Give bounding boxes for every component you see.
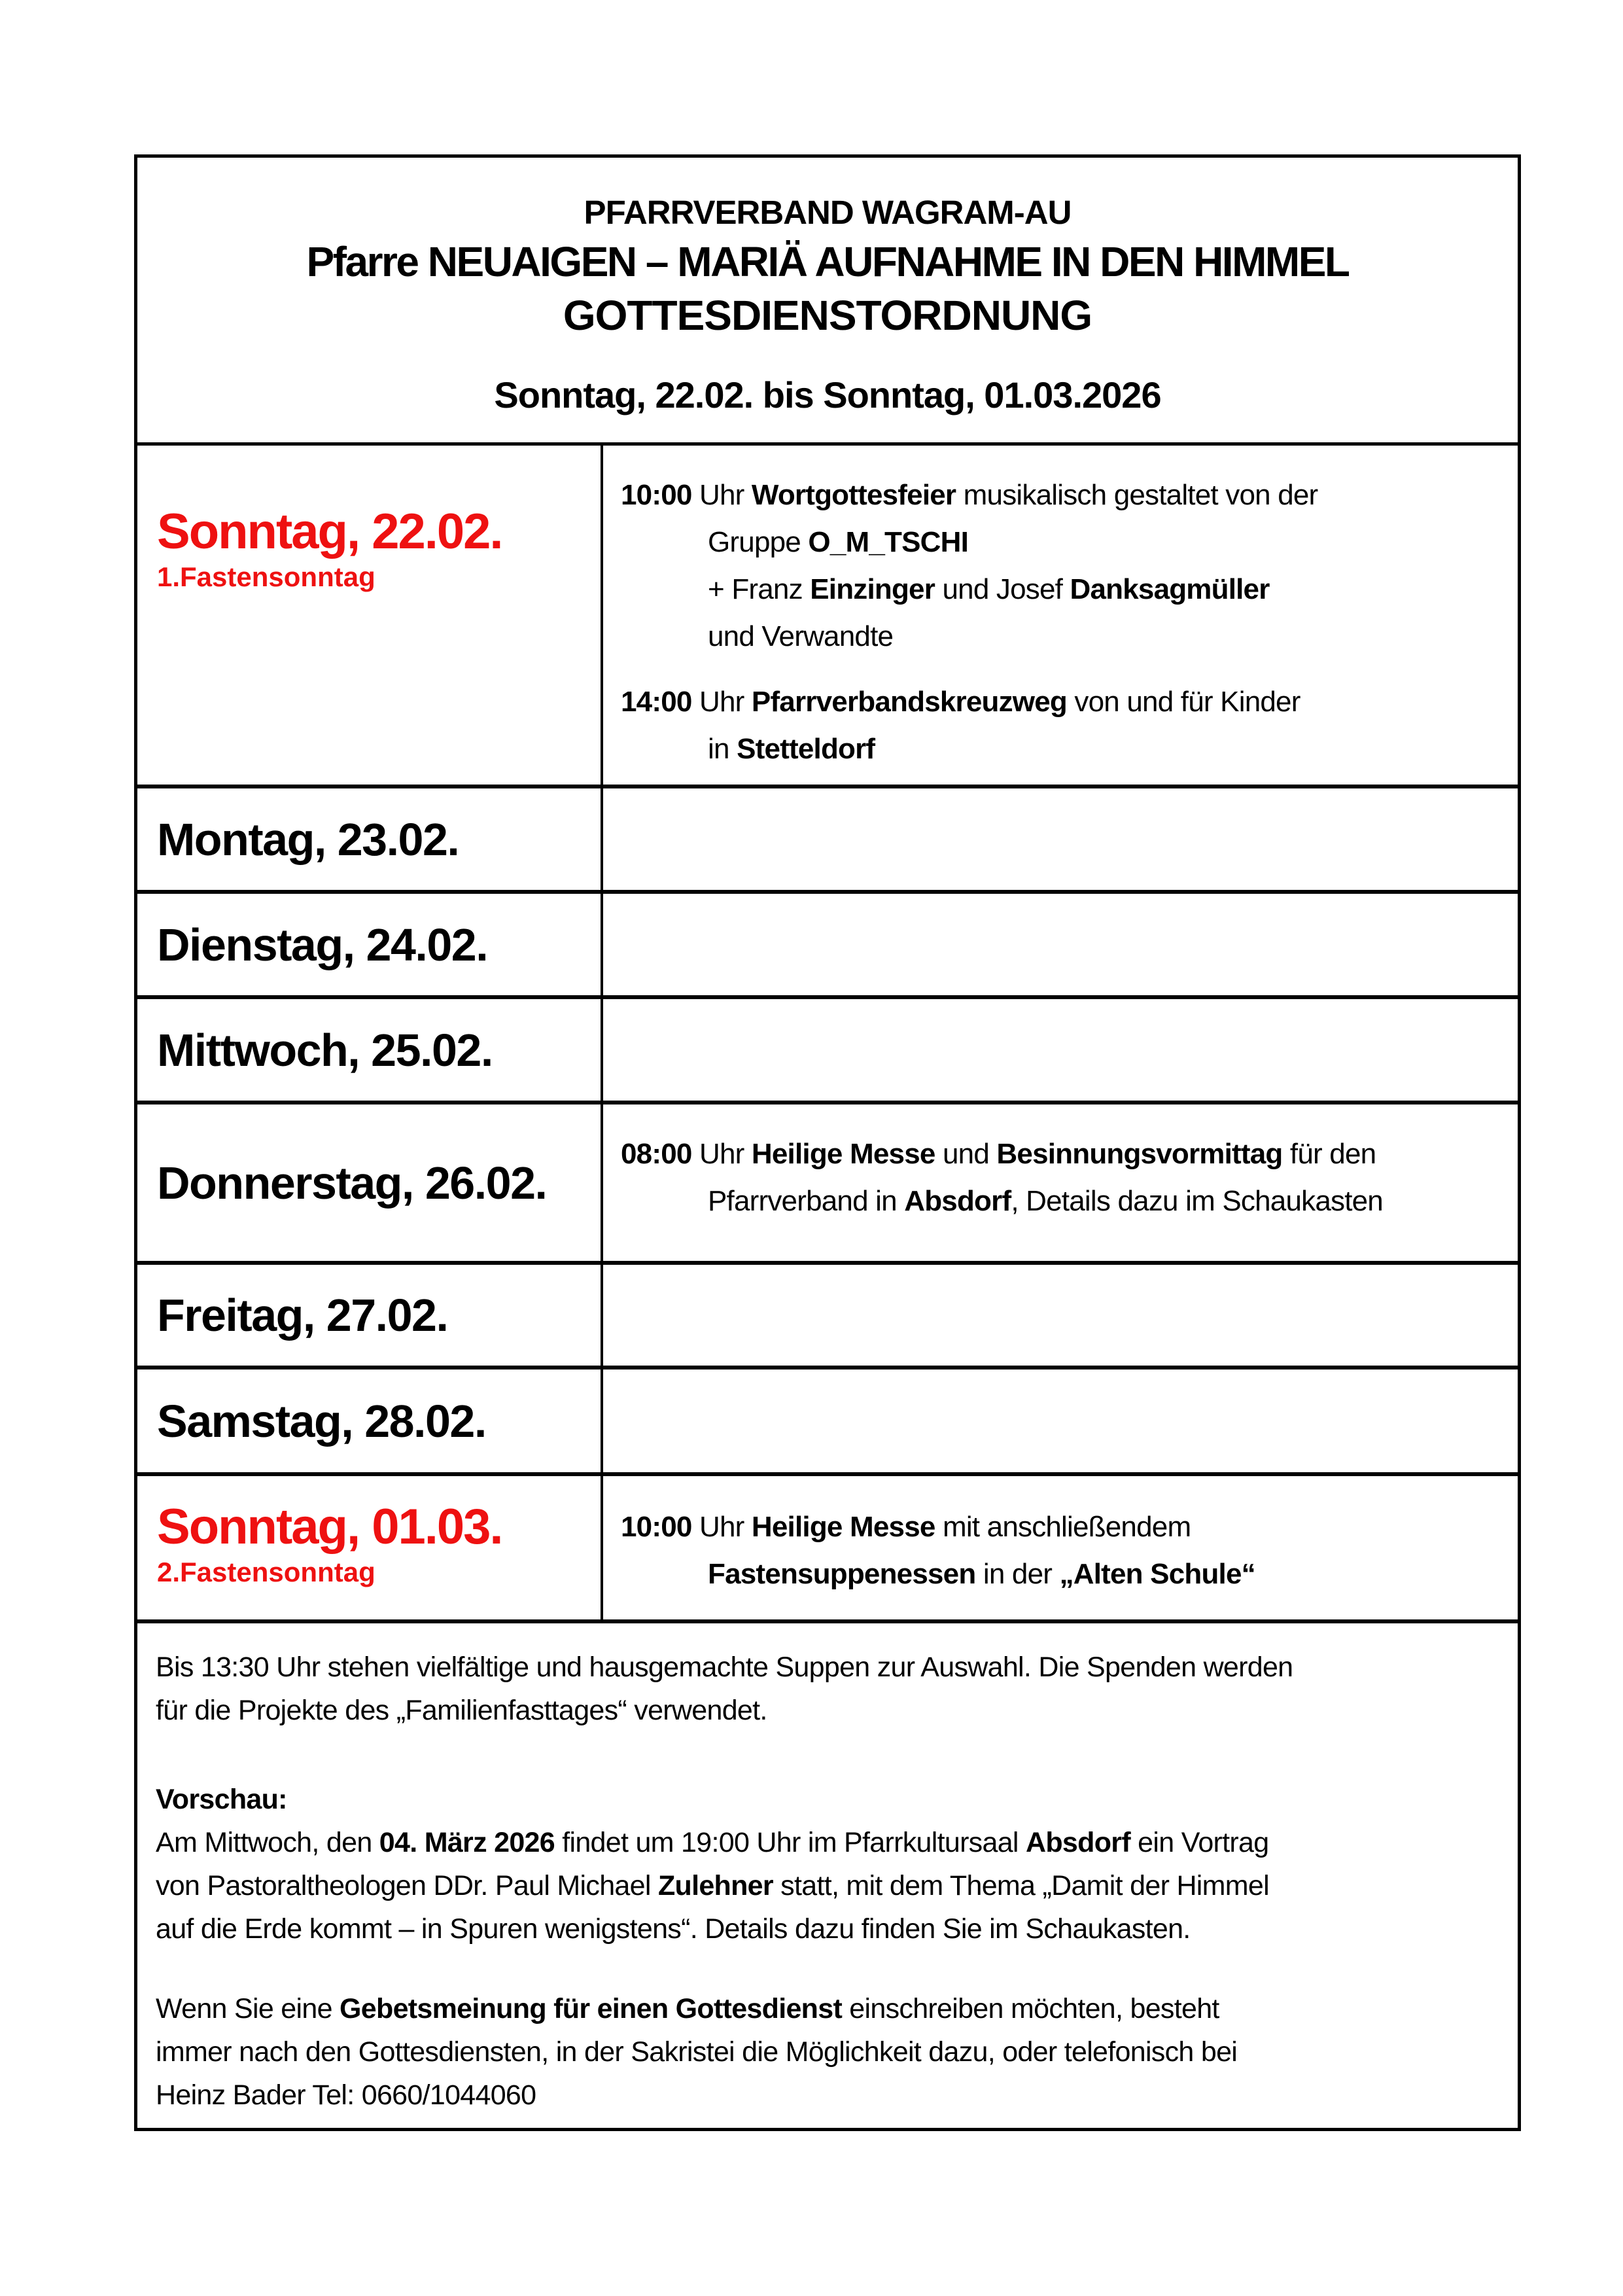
day-cell: [137, 1369, 601, 1472]
detail-cell-empty: [601, 788, 1518, 890]
detail-cell: [601, 446, 1518, 785]
day-cell: [137, 894, 601, 995]
day-label: Montag, 23.02.: [157, 813, 459, 865]
document-border-box: [134, 154, 1521, 2131]
day-label: Dienstag, 24.02.: [157, 919, 488, 970]
document-header: [137, 158, 1518, 446]
day-label: Sonntag, 01.03.: [157, 1499, 502, 1555]
event-line: Gruppe O_M_TSCHI: [708, 526, 969, 558]
event-line: + Franz Einzinger und Josef Danksagmüller: [708, 573, 1270, 605]
vorschau-paragraph: [156, 1778, 1499, 1951]
vorschau-heading: Vorschau:: [156, 1784, 287, 1815]
schedule-row-sonntag-0103: [137, 1476, 1518, 1623]
day-label: Sonntag, 22.02.: [157, 504, 502, 559]
detail-cell: [601, 1104, 1518, 1261]
text-line: Heinz Bader Tel: 0660/1044060: [156, 2079, 536, 2111]
text-line: Bis 13:30 Uhr stehen vielfältige und hausgemachte Suppen zur Auswahl. Die Spenden werden: [156, 1651, 1293, 1683]
day-label: Mittwoch, 25.02.: [157, 1024, 493, 1076]
detail-cell: [601, 1476, 1518, 1619]
detail-cell-empty: [601, 894, 1518, 995]
text-line: für die Projekte des „Familienfasttages“ verwendet.: [156, 1695, 767, 1726]
day-cell: [137, 999, 601, 1101]
notes-section: [137, 1623, 1518, 2128]
day-sublabel: 2.Fastensonntag: [157, 1557, 375, 1587]
text-line: immer nach den Gottesdiensten, in der Sakristei die Möglichkeit dazu, oder telefonisch bei: [156, 2036, 1238, 2068]
event-line: in Stetteldorf: [708, 733, 875, 765]
text-line: Am Mittwoch, den 04. März 2026 findet um 19:00 Uhr im Pfarrkultursaal Absdorf ein Vortrag: [156, 1827, 1269, 1858]
day-label: Donnerstag, 26.02.: [157, 1157, 547, 1209]
text-line: Wenn Sie eine Gebetsmeinung für einen Gottesdienst einschreiben möchten, besteht: [156, 1993, 1219, 2024]
schedule-row-freitag-2702: [137, 1265, 1518, 1369]
day-cell: [137, 446, 601, 785]
soup-info-paragraph: [156, 1646, 1499, 1732]
day-cell: [137, 1104, 601, 1261]
event-line: 10:00 Uhr Wortgottesfeier musikalisch gestaltet von der: [621, 479, 1318, 511]
day-cell: [137, 1265, 601, 1366]
schedule-row-donnerstag-2602: [137, 1104, 1518, 1265]
detail-cell-empty: [601, 1369, 1518, 1472]
day-sublabel: 1.Fastensonntag: [157, 561, 375, 592]
schedule-row-samstag-2802: [137, 1369, 1518, 1476]
event-line: 08:00 Uhr Heilige Messe und Besinnungsvormittag für den: [621, 1138, 1376, 1170]
text-line: auf die Erde kommt – in Spuren wenigstens“. Details dazu finden Sie im Schaukasten.: [156, 1913, 1191, 1945]
gebetsmeinung-paragraph: [156, 1987, 1499, 2117]
text-line: von Pastoraltheologen DDr. Paul Michael Zulehner statt, mit dem Thema „Damit der Himmel: [156, 1870, 1269, 1901]
event-line: Fastensuppenessen in der „Alten Schule“: [708, 1558, 1255, 1590]
detail-cell-empty: [601, 999, 1518, 1101]
day-label: Freitag, 27.02.: [157, 1290, 448, 1341]
event-line: und Verwandte: [708, 620, 894, 652]
event-line: 10:00 Uhr Heilige Messe mit anschließendem: [621, 1511, 1191, 1543]
event-line: 14:00 Uhr Pfarrverbandskreuzweg von und für Kinder: [621, 686, 1300, 718]
schedule-row-mittwoch-2502: [137, 999, 1518, 1104]
detail-cell-empty: [601, 1265, 1518, 1366]
header-date-range: Sonntag, 22.02. bis Sonntag, 01.03.2026: [494, 374, 1161, 415]
header-parish-association: PFARRVERBAND WAGRAM-AU: [584, 194, 1072, 231]
event-line: Pfarrverband in Absdorf, Details dazu im Schaukasten: [708, 1185, 1383, 1217]
day-label: Samstag, 28.02.: [157, 1395, 486, 1447]
day-cell: [137, 1476, 601, 1619]
schedule-row-montag-2302: [137, 788, 1518, 894]
header-document-title: GOTTESDIENSTORDNUNG: [563, 292, 1092, 339]
header-parish-name: Pfarre NEUAIGEN – MARIÄ AUFNAHME IN DEN HIMMEL: [306, 238, 1349, 285]
schedule-row-dienstag-2402: [137, 894, 1518, 999]
schedule-row-sonntag-2202: [137, 446, 1518, 788]
day-cell: [137, 788, 601, 890]
